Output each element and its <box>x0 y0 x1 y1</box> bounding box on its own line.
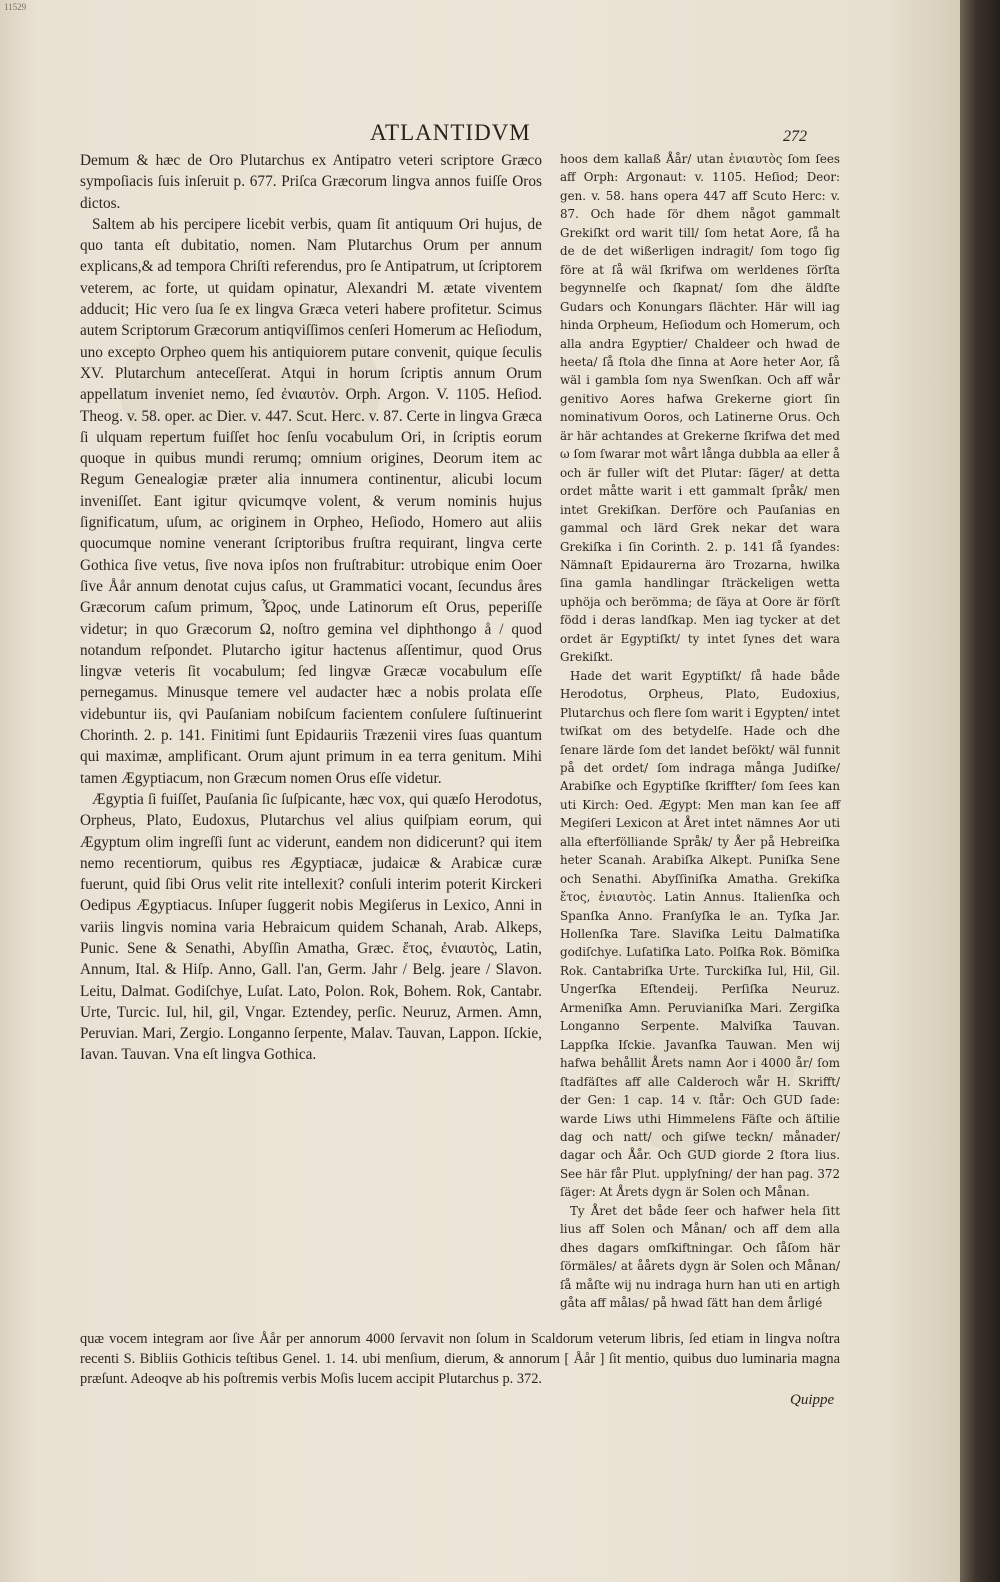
right-paragraph: hoos dem kallaß Åår/ utan ἐνιαυτὸς ſom ſees aff Orph: Argonaut: v. 1105. Heſiod; Deor: gen. v. 58. hans opera 447 aff Scuto Herc: v. 87. Och hade ſör dhem något gammalt Grekiſkt ord warit till/ ſom hetat Aore, ſå ha de de det wißerligen indragit/ ſom togo ſig före at ſå wäl ſkrifwa om werldenes ſörſta begynnelſe och ſkapnat/ ſom dhe äldſte Gudars och Konungars ſlächter. Här will iag hinda Orpheum, Heſiodum och Homerum, och alla andra Egyptier/ Chaldeer och hwad de heeta/ ſå ſtola dhe ſinna at Aore heter Aor, ſå wäl i gambla ſom nya Swenſkan. Och aff wår genitivo Aores hafwa Grekerne giort ſin nominativum Ooros, och Latinerne Orus. Och är här achtandes at Grekerne ſkrifwa det med ω ſom ſwarar mot wårt långa dubbla aa eller å och är fuller wiſt det Plutar: ſäger/ at detta ordet måtte warit i ett gammalt ſpråk/ men intet Grekiſkan. Derföre och Pauſanias en gammal och lärd Grek nekar det wara Grekiſka i ſin Corinth. 2. p. 141 ſå ſyandes: Nämnaſt Epidaurerna äro Trozarna, hwilka ſina gamla handlingar ſträckeligen wetta uphöja och berömma; de ſäya at Oore är förſt född i deras landſkap. Men iag tycker at det ordet är Egyptiſkt/ ty intet ſynes det wara Grekiſkt. <box>560 152 840 665</box>
running-head: ATLANTIDVM <box>370 120 531 145</box>
bottom-text: ſervavit non ſolum in Scaldorum veterum libris, ſed etiam in lingva noſtra recenti S. Bibliis Gothicis teſtibus Genel. 1. 14. ubi menſium, dierum, & annorum [ Åår ] ſit mentio, quibus duo luminaria magna præſunt. Adeoqve ab his poſtremis verbis Moſis lucem accipit Plutarchus p. 372. <box>80 1331 840 1387</box>
book-spine-edge <box>960 0 1000 1582</box>
right-paragraph: Hade det warit Egyptiſkt/ ſå hade både Herodotus, Orpheus, Plato, Eudoxius, Plutarchus och flere ſom warit i Egypten/ intet twiſkat om des betydelſe. Hade och dhe ſenare lärde ſom det landet beſökt/ wäl funnit på det ordet/ ſom indraga många Judiſke/ Arabiſke och Egyptiſke ſkriffter/ ſom ſees kan uti Kirch: Oed. Ægypt: Men man kan ſee aff Megiſeri Lexicon at Året intet nämnes Aor uti alla efterfölliande Språk/ ty Åer på Hebreiſka heter Scanah. Arabiſka Alkept. Puniſka Sene och Senathi. Abyſſiniſka Amatha. Grekiſka ἔτος, ἐνιαυτὸς. Latin Annus. Italienſka och Spanſka Anno. Franſyſka le an. Tyſka Jar. Hollenſka Tare. Slaviſka Leitu Dalmatiſka godiſchye. Luſatiſka Lato. Polſka Rok. Bömiſka Rok. Cantabriſka Urte. Turckiſka Iul, Hil, Gil. Ungerſka Eſtendeij. Perſiſka Neuruz. Armeniſka Amn. Peruvianiſka Mari. Zergiſka Longanno Serpente. Malviſka Tauvan. Lappſka Iſckie. Javanſka Tauwan. Men wij hafwa behållit Årets namn Aor i 4000 år/ ſom ſtadfäſtes aff alle Calderoch wår H. Skrifft/ der Gen: 1 cap. 14 v. ſtår: Och GUD ſade: warde Liws uthi Himmelens Fäſte och äſtilie dag och natt/ och giſwe teckn/ månader/ dagar och Åår. Och GUD giorde 2 ſtora lius. See här får Plut. upplyſning/ der han pag. 372 ſäger: At Årets dygn är Solen och Månan. <box>560 668 840 1200</box>
page-number: 272 <box>783 128 807 145</box>
left-paragraph: Demum & hæc de Oro Plutarchus ex Antipatro veteri scriptore Græco sympoſiacis ſuis inſeruit p. 677. Priſca Græcorum lingva annos fuiſſe Oros dictos. <box>80 152 542 212</box>
bottom-text-prefix: quæ vocem integram aor ſive Åår per annorum 4000 <box>80 1331 395 1347</box>
right-paragraph: Ty Året det både ſeer och hafwer hela ſitt lius aff Solen och Månan/ och aff dem alla dhes dagars omſkiftningar. Och ſåſom här ſörmäles/ at åårets dygn är Solen och Månan/ ſå måſte wij nu indraga hurn han uti en artigh gåta aff målas/ på hwad ſätt han dem årligé <box>560 1203 840 1311</box>
folio-mark: 11529 <box>4 2 27 12</box>
left-column <box>80 150 542 1066</box>
left-paragraph: Saltem ab his percipere licebit verbis, quam ſit antiquum Ori hujus, de quo tanta eſt dubitatio, nomen. Nam Plutarchus Orum per annum explicans,& ad tempora Chriſti referendus, pro ſe Antipatrum, ut ſcriptorem veterem, ac forte, ut quidam opinatur, Alexandri M. ætate viventem adducit; Hic vero ſua ſe ex lingva Græca veteri habere profitetur. Scimus autem Scriptorum Græcorum antiqviſſimos cenſeri Homerum ac Heſiodum, uno excepto Orpheo quem his antiquiorem putare convenit, quique ſeculis XV. Plutarchum anteceſſerat. Atqui in horum ſcriptis annum Orum appellatum inveniet nemo, ſed ἐνιαυτὸν. Orph. Argon. V. 1105. Heſiod. Theog. v. 58. oper. ac Dier. v. 447. Scut. Herc. v. 87. Certe in lingva Græca ſi ulquam repertum fuiſſet hoc ſenſu vocabulum Ori, in ſcriptis eorum quoque in quibus mundi rerumq; omnium origines, Deorum item ac Regum Genealogiæ præter alia innumera continentur, alicubi locum inveniſſet. Eant igitur qvicumqve volent, & verum nominis hujus ſignificatum, uſum, ac originem in Orpheo, Heſiodo, Homero aut aliis quocumque nomine venerant ſcriptoribus fruſtra requirant, lingva certe Gothica ſive vetus, ſive nova ipſos non fruſtrabitur: utrobique enim Ooer ſive Åår annum denotat cujus caſus, ut Grammatici vocant, ſecundus åres Græcorum caſum primum, Ὧρος, unde Latinorum eſt Orus, peperiſſe videtur; in quo Græcorum Ω, noſtro gemina vel diphthongo å / quod notandum reſpondet. Plutarcho igitur hactenus aſſentimur, quod Orus lingvæ veteris ſit vocabulum; ſed lingvæ Græcæ vocabulum eſſe pernegamus. Minusque temere vel audacter hæc a nobis prolata eſſe videbuntur iis, qvi Pauſaniam nobiſcum facientem conſulere ſuſtinuerint Chorinth. 2. p. 141. Finitimi ſunt Epidauriis Træzenii vires ſuas quantum qui maximæ, amplificant. Orum ajunt primum in ea terra genitum. Mihi tamen Ægyptiacum, non Græcum nomen Orus eſſe videtur. <box>80 215 542 787</box>
catchword: Quippe <box>790 1392 835 1408</box>
left-paragraph: Ægyptia ſi fuiſſet, Pauſania ſic ſuſpicante, hæc vox, qui quæſo Herodotus, Orpheus, Plato, Eudoxus, Plutarchus vel alius quiſpiam eorum, qui Ægyptum olim ingreſſi ſunt ac viderunt, eandem non didicerunt? qui item nemo recentiorum, quibus res Ægyptiacæ, judaicæ & Arabicæ curæ fuerunt, quid ſibi Orus velit rite intellexit? conſuli interim poterit Kirckeri Oedipus Ægyptiacus. Inſuper ſuggerit nobis Megiſerus in Lexico, Anni in variis lingvis nomina varia Hebraicum quidem Schanah, Arab. Alkeps, Punic. Sene & Senathi, Abyſſin Amatha, Græc. ἔτος, ἐνιαυτὸς, Latin, Annum, Ital. & Hiſp. Anno, Gall. l'an, Germ. Jahr / Belg. jeare / Slavon. Leitu, Dalmat. Godiſchye, Luſat. Lato, Polon. Rok, Bohem. Rok, Cantabr. Urte, Turcic. Iul, hil, gil, Vngar. Eztendey, perſic. Neuruz, Armen. Amn, Peruvian. Mari, Zergio. Longanno ſerpente, Malav. Tauvan, Lappon. Iſckie, Iavan. Tauvan. Vna eſt lingva Gothica. <box>80 790 542 1064</box>
right-column <box>560 150 840 1313</box>
bottom-full-width-text <box>80 1330 840 1389</box>
